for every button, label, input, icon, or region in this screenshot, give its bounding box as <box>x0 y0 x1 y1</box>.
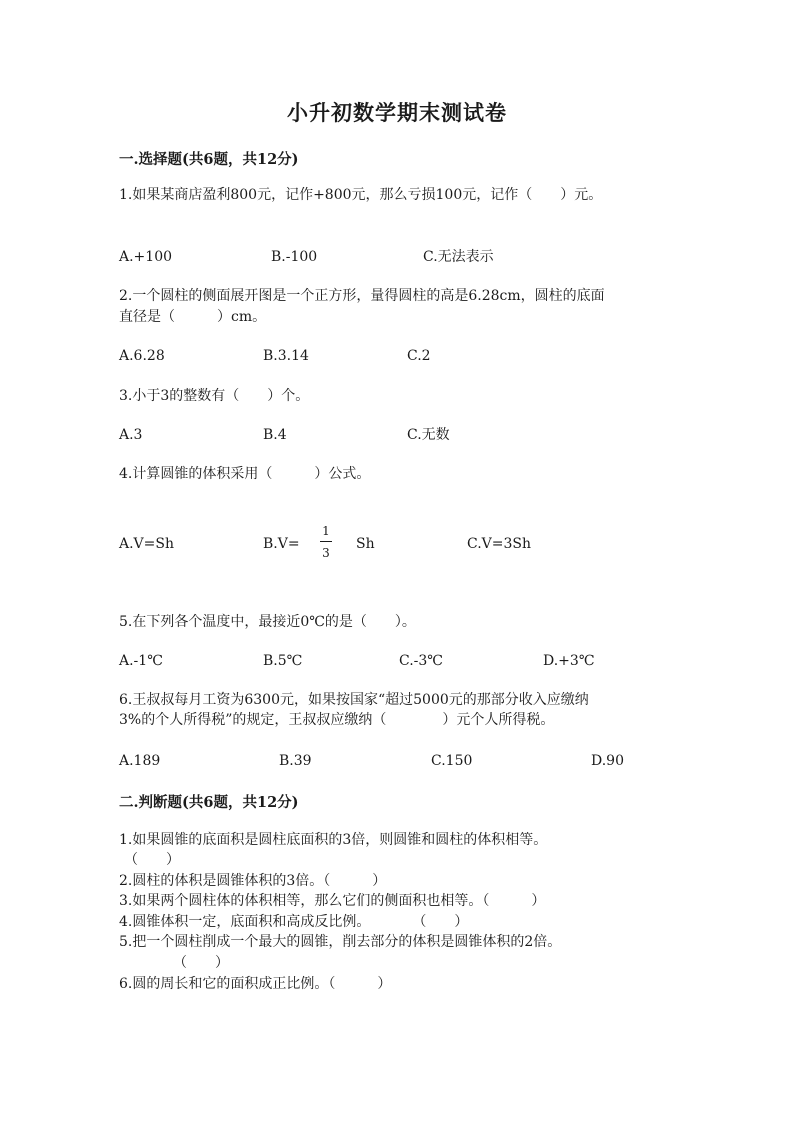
q4-option-b-suffix: Sh <box>356 536 375 552</box>
q6-option-d: D.90 <box>591 753 624 769</box>
q5-option-d: D.+3℃ <box>543 653 595 669</box>
q1-option-a: A.+100 <box>119 249 173 265</box>
judge-line-1-blank: （ ） <box>124 852 180 868</box>
q4-option-b-prefix: B.V= <box>263 536 300 552</box>
question-4-stem: 4.计算圆锥的体积采用（ ）公式。 <box>119 466 371 482</box>
q5-option-b: B.5℃ <box>263 653 303 669</box>
page-title: 小升初数学期末测试卷 <box>287 100 507 125</box>
q1-option-b: B.-100 <box>271 249 318 265</box>
judge-line-2: 2.圆柱的体积是圆锥体积的3倍。（ ） <box>119 873 387 889</box>
question-2-stem-line2: 直径是（ ）cm。 <box>119 309 267 325</box>
q6-option-b: B.39 <box>279 753 312 769</box>
q6-option-c: C.150 <box>431 753 473 769</box>
section-heading-judge: 二.判断题(共6题，共12分) <box>119 794 299 811</box>
judge-line-4: 4.圆锥体积一定，底面积和高成反比例。 （ ） <box>119 914 469 930</box>
q4-option-a: A.V=Sh <box>119 536 175 552</box>
question-6-stem-line2: 3%的个人所得税”的规定，王叔叔应缴纳（ ）元个人所得税。 <box>119 712 555 728</box>
judge-line-6: 6.圆的周长和它的面积成正比例。（ ） <box>119 976 392 992</box>
q2-option-b: B.3.14 <box>263 348 309 364</box>
q3-option-b: B.4 <box>263 427 287 443</box>
q3-option-a: A.3 <box>119 427 143 443</box>
question-6-stem-line1: 6.王叔叔每月工资为6300元，如果按国家“超过5000元的那部分收入应缴纳 <box>119 692 589 708</box>
judge-line-3: 3.如果两个圆柱体的体积相等，那么它们的侧面积也相等。（ ） <box>119 893 546 909</box>
q6-option-a: A.189 <box>119 753 161 769</box>
q5-option-c: C.-3℃ <box>399 653 443 669</box>
q3-option-c: C.无数 <box>407 427 450 443</box>
question-2-stem-line1: 2.一个圆柱的侧面展开图是一个正方形，量得圆柱的高是6.28cm，圆柱的底面 <box>119 288 605 304</box>
question-3-stem: 3.小于3的整数有（ ）个。 <box>119 388 310 404</box>
section-heading-choice: 一.选择题(共6题，共12分) <box>119 151 299 168</box>
q1-option-c: C.无法表示 <box>423 249 494 265</box>
fraction-bar <box>320 541 332 542</box>
q4-option-c: C.V=3Sh <box>467 536 532 552</box>
judge-line-5-blank: （ ） <box>173 955 229 971</box>
q5-option-a: A.-1℃ <box>119 653 163 669</box>
q2-option-c: C.2 <box>407 348 431 364</box>
judge-line-1: 1.如果圆锥的底面积是圆柱底面积的3倍，则圆锥和圆柱的体积相等。 <box>119 832 548 848</box>
question-1-stem: 1.如果某商店盈利800元，记作+800元，那么亏损100元，记作（ ）元。 <box>119 187 603 203</box>
question-5-stem: 5.在下列各个温度中，最接近0℃的是（ ）。 <box>119 614 416 630</box>
q2-option-a: A.6.28 <box>119 348 165 364</box>
judge-line-5: 5.把一个圆柱削成一个最大的圆锥，削去部分的体积是圆锥体积的2倍。 <box>119 934 562 950</box>
fraction-numerator: 1 <box>322 524 330 538</box>
q4-fraction-one-third <box>318 524 334 560</box>
fraction-denominator: 3 <box>322 546 330 560</box>
